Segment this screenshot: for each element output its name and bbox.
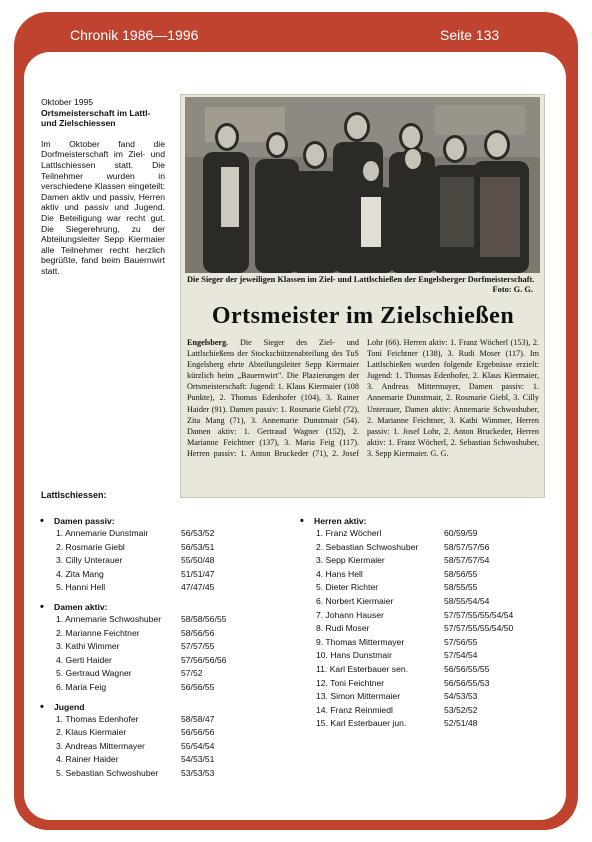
participant-score: 52/51/48	[444, 718, 478, 729]
participant-name: 2. Klaus Kiermaier	[56, 727, 127, 738]
result-row	[40, 767, 270, 781]
participant-name: 1. Annemarie Dunstmair	[56, 528, 149, 538]
participant-name: 1. Thomas Edenhofer	[56, 713, 139, 724]
group-title: • Damen passiv:	[40, 515, 270, 527]
participant-score: 58/55/54/54	[444, 595, 490, 606]
result-row	[300, 568, 540, 582]
participant-score: 57/57/55/55/54/50	[444, 623, 514, 634]
result-row	[40, 753, 270, 767]
result-row	[300, 581, 540, 595]
participant-score: 57/52	[181, 668, 203, 679]
participant-score: 53/52/52	[444, 704, 478, 715]
participant-name: 1. Annemarie Schwoshuber	[56, 613, 162, 624]
results-column-right	[300, 515, 540, 737]
participant-name: 3. Kathi Wimmer	[56, 641, 120, 652]
result-row	[300, 649, 540, 663]
participant-score: 58/56/55	[444, 568, 478, 579]
participant-name: 2. Rosmarie Giebl	[56, 541, 125, 552]
results-column-left	[40, 515, 270, 787]
intro-title: Ortsmeisterschaft im Lattl- und Zielschiessen	[41, 107, 151, 129]
participant-name: 7. Johann Hauser	[316, 609, 384, 620]
participant-score: 55/50/48	[181, 555, 215, 566]
participant-name: 4. Hans Hell	[316, 568, 363, 579]
chronicle-title: Chronik 1986—1996	[70, 27, 199, 43]
result-row	[300, 541, 540, 555]
intro-body: Im Oktober fand die Dorfmeisterschaft im Ziel- und Lattlschiessen statt. Die Teilnehmer wurden in verschiedene Klassen eingeteilt: Damen aktiv und passiv, Herren aktiv und passiv und Jugend. Die Beteiligung war recht gut. Die Siegerehrung, zu der Abteilungsleiter Sepp Kiermaier alle Teilnehmer recht herzlich begrüßte, fand beim Bauernwirt statt.	[41, 138, 165, 276]
participant-name: 9. Thomas Mittermayer	[316, 636, 405, 647]
participant-score: 58/57/57/56	[444, 541, 490, 552]
result-row	[300, 717, 540, 731]
result-row	[300, 609, 540, 623]
participant-name: 12. Toni Feichtner	[316, 677, 385, 688]
participant-name: 8. Rudi Moser	[316, 623, 370, 634]
result-row	[300, 663, 540, 677]
participant-score: 56/53/52	[181, 528, 215, 538]
participant-name: 3. Cilly Unterauer	[56, 555, 123, 566]
participant-score: 47/47/45	[181, 582, 215, 593]
participant-name: 15. Karl Esterbauer jun.	[316, 718, 407, 729]
participant-score: 58/58/56/55	[181, 613, 227, 624]
article-body	[187, 337, 539, 459]
participant-score: 56/56/56	[181, 727, 215, 738]
group-title: • Damen aktiv:	[40, 601, 270, 613]
participant-score: 56/56/55/55	[444, 663, 490, 674]
article-headline: Ortsmeister im Zielschießen	[211, 303, 515, 329]
participant-name: 4. Rainer Haider	[56, 754, 119, 765]
photo-credit: Foto: G. G.	[492, 285, 533, 294]
participant-name: 5. Dieter Richter	[316, 582, 379, 593]
result-row	[40, 740, 270, 754]
result-row	[40, 667, 270, 681]
caption-text: Die Sieger der jeweiligen Klassen im Ziel- und Lattlschießen der Engelsberger Dorfmeisterschaft.	[187, 275, 535, 284]
participant-score: 57/56/55	[444, 636, 478, 647]
participant-name: 3. Sepp Kiermaier	[316, 555, 385, 566]
participant-name: 1. Franz Wöcherl	[316, 528, 382, 538]
participant-score: 57/54/54	[444, 650, 478, 661]
newspaper-clipping	[180, 94, 545, 498]
participant-score: 56/56/55/53	[444, 677, 490, 688]
participant-score: 58/56/56	[181, 627, 215, 638]
group-photo	[185, 97, 540, 273]
group-title: • Jugend	[40, 701, 270, 713]
result-row	[40, 613, 270, 627]
participant-name: 5. Gertraud Wagner	[56, 668, 132, 679]
participant-score: 56/56/55	[181, 681, 215, 692]
result-row	[300, 527, 540, 541]
result-row	[300, 636, 540, 650]
results-group	[300, 515, 540, 731]
participant-name: 5. Sebastian Schwoshuber	[56, 767, 159, 778]
group-photo-image	[185, 97, 540, 273]
result-row	[40, 527, 270, 541]
result-row	[300, 690, 540, 704]
participant-name: 2. Marianne Feichtner	[56, 627, 140, 638]
participant-name: 6. Norbert Kiermaier	[316, 595, 394, 606]
participant-score: 57/57/55/55/54/54	[444, 609, 514, 620]
participant-name: 10. Hans Dunstmair	[316, 650, 392, 661]
participant-name: 2. Sebastian Schwoshuber	[316, 541, 419, 552]
page-number: Seite 133	[440, 27, 500, 43]
result-row	[300, 677, 540, 691]
participant-score: 57/57/55	[181, 641, 215, 652]
result-row	[40, 554, 270, 568]
participant-score: 54/53/51	[181, 754, 215, 765]
result-row	[40, 713, 270, 727]
participant-score: 56/53/51	[181, 541, 215, 552]
participant-score: 58/58/47	[181, 713, 215, 724]
participant-score: 55/54/54	[181, 740, 215, 751]
participant-score: 58/55/55	[444, 582, 478, 593]
result-row	[40, 726, 270, 740]
participant-name: 4. Gerti Haider	[56, 654, 112, 665]
participant-name: 13. Simon Mittermaier	[316, 691, 401, 702]
participant-score: 54/53/53	[444, 691, 478, 702]
result-row	[300, 704, 540, 718]
participant-name: 3. Andreas Mittermayer	[56, 740, 145, 751]
results-group	[40, 515, 270, 595]
results-group	[40, 601, 270, 695]
participant-name: 14. Franz Reinmiedl	[316, 704, 393, 715]
results-section-title: Lattlschiessen:	[41, 490, 107, 500]
result-row	[300, 554, 540, 568]
result-row	[40, 541, 270, 555]
participant-score: 57/56/56/56	[181, 654, 227, 665]
intro-text-block	[41, 97, 165, 277]
photo-caption	[187, 275, 537, 294]
result-row	[300, 622, 540, 636]
participant-score: 58/57/57/54	[444, 555, 490, 566]
participant-name: 6. Maria Feig	[56, 681, 107, 692]
participant-score: 51/51/47	[181, 568, 215, 579]
group-title: • Herren aktiv:	[300, 515, 540, 527]
result-row	[40, 681, 270, 695]
result-row	[40, 654, 270, 668]
results-group	[40, 701, 270, 781]
participant-name: 4. Zita Mang	[56, 568, 104, 579]
result-row	[40, 581, 270, 595]
participant-name: 11. Karl Esterbauer sen.	[316, 663, 409, 674]
result-row	[40, 627, 270, 641]
result-row	[40, 640, 270, 654]
result-row	[300, 595, 540, 609]
participant-score: 53/53/53	[181, 767, 215, 778]
participant-score: 60/59/59	[444, 528, 478, 538]
participant-name: 5. Hanni Hell	[56, 582, 106, 593]
intro-date: Oktober 1995	[41, 97, 94, 107]
article-dateline: Engelsberg.	[187, 338, 229, 347]
article-text: Die Sieger des Ziel- und Lattlschießens der Stockschützenabteilung des TuS Engelsberg ehrte Abteilungsleiter Sepp Kiermaier kürzlich beim „Bauernwirt". Die Plazierungen der Ortsmeisterschaft: Jugend: 1. Klaus Kiermaier (108 Punkte), 2. Thomas Edenhofer (104), 3. Rainer Haider (91). Damen passiv: 1. Rosmarie Giebl (72), Zita Mang (71), 3. Annemarie Dunstmair (54). Damen aktiv: 1. Gertraud Wagner (152), 2. Marianne Feichtner (137), 3. Maria Feig (117). Herren passiv: 1. Anton Bruckeder (71), 2. Josef Lohr (66). Herren aktiv: 1. Franz Wöcherl (153), 2. Toni Feichtner (138), 3. Rudi Moser (117). Im Lattlschießen wurden folgende Ergebnisse erzielt: Jugend: 1. Thomas Edenhofer, 2. Klaus Kiermaier, 3. Andreas Mittermayer, Damen passiv: 1. Annemarie Dunstmair, 2. Rosmarie Giebl, 3. Cilly Unterauer, Damen aktiv: Annemarie Schwoshuber, 2. Marianne Feichtner, 3. Kathi Wimmer, Herren passiv: 1. Josef Lohr, 2. Anton Bruckeder, Herren aktiv: 1. Franz Wöcherl, 2. Sebastian Schwoshuber, 3. Sepp Kiermaier. G. G.	[187, 338, 539, 458]
result-row	[40, 568, 270, 582]
